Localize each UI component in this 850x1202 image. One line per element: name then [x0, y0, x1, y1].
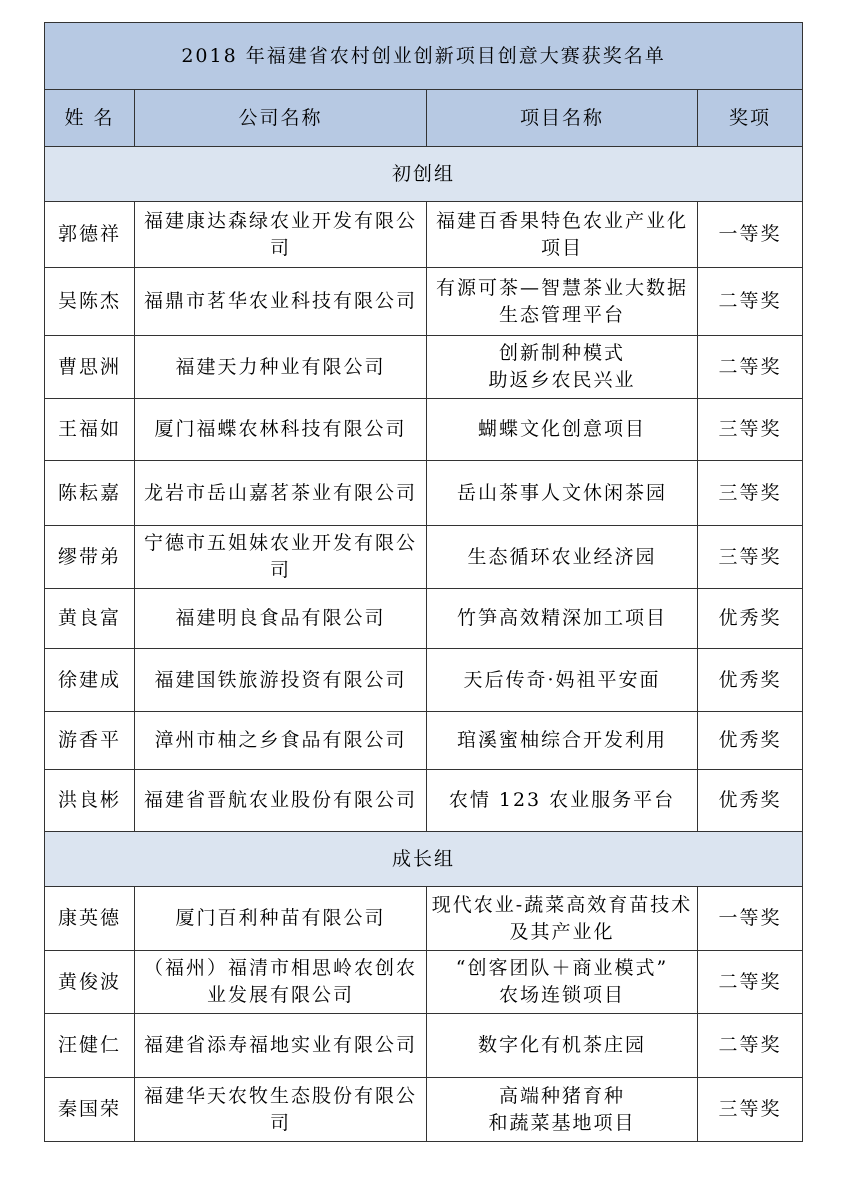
group-label: 成长组 — [45, 832, 803, 887]
name-cell: 游香平 — [45, 712, 135, 770]
group-label: 初创组 — [45, 147, 803, 202]
award-cell: 优秀奖 — [698, 649, 803, 712]
header-name: 姓 名 — [45, 90, 135, 147]
award-cell: 三等奖 — [698, 399, 803, 461]
table-row — [45, 649, 803, 712]
name-cell: 黄俊波 — [45, 951, 135, 1014]
name-cell: 王福如 — [45, 399, 135, 461]
project-cell: 高端种猪育种 和蔬菜基地项目 — [427, 1078, 698, 1142]
group-row — [45, 147, 803, 202]
table-row — [45, 336, 803, 399]
company-cell: 福建省晋航农业股份有限公司 — [135, 770, 427, 832]
name-cell: 陈耘嘉 — [45, 461, 135, 526]
company-cell: 福建明良食品有限公司 — [135, 589, 427, 649]
name-cell: 洪良彬 — [45, 770, 135, 832]
award-table-body — [45, 23, 803, 1142]
name-cell: 康英德 — [45, 887, 135, 951]
award-cell: 优秀奖 — [698, 589, 803, 649]
company-cell: 福鼎市茗华农业科技有限公司 — [135, 268, 427, 336]
company-cell: 龙岩市岳山嘉茗茶业有限公司 — [135, 461, 427, 526]
project-cell: 有源可茶—智慧茶业大数据生态管理平台 — [427, 268, 698, 336]
company-cell: 福建康达森绿农业开发有限公司 — [135, 202, 427, 268]
company-cell: 福建省添寿福地实业有限公司 — [135, 1014, 427, 1078]
name-cell: 曹思洲 — [45, 336, 135, 399]
header-award: 奖项 — [698, 90, 803, 147]
table-row — [45, 461, 803, 526]
project-cell: 农情 123 农业服务平台 — [427, 770, 698, 832]
project-cell: 蝴蝶文化创意项目 — [427, 399, 698, 461]
header-row — [45, 90, 803, 147]
award-table — [44, 22, 803, 1142]
table-row — [45, 712, 803, 770]
project-cell: 生态循环农业经济园 — [427, 526, 698, 589]
award-cell: 优秀奖 — [698, 712, 803, 770]
award-cell: 二等奖 — [698, 336, 803, 399]
name-cell: 缪带弟 — [45, 526, 135, 589]
company-cell: 厦门百利种苗有限公司 — [135, 887, 427, 951]
project-cell: 竹笋高效精深加工项目 — [427, 589, 698, 649]
title-row — [45, 23, 803, 90]
project-cell: 创新制种模式 助返乡农民兴业 — [427, 336, 698, 399]
header-company: 公司名称 — [135, 90, 427, 147]
project-cell: 岳山茶事人文休闲茶园 — [427, 461, 698, 526]
project-cell: 福建百香果特色农业产业化项目 — [427, 202, 698, 268]
table-row — [45, 770, 803, 832]
name-cell: 秦国荣 — [45, 1078, 135, 1142]
name-cell: 黄良富 — [45, 589, 135, 649]
award-cell: 二等奖 — [698, 268, 803, 336]
award-cell: 优秀奖 — [698, 770, 803, 832]
company-cell: 漳州市柚之乡食品有限公司 — [135, 712, 427, 770]
page-title: 2018 年福建省农村创业创新项目创意大赛获奖名单 — [45, 23, 803, 90]
company-cell: 厦门福蝶农林科技有限公司 — [135, 399, 427, 461]
award-cell: 一等奖 — [698, 202, 803, 268]
award-cell: 二等奖 — [698, 1014, 803, 1078]
group-row — [45, 832, 803, 887]
table-row — [45, 1014, 803, 1078]
table-row — [45, 951, 803, 1014]
project-cell: “创客团队＋商业模式” 农场连锁项目 — [427, 951, 698, 1014]
award-cell: 一等奖 — [698, 887, 803, 951]
table-row — [45, 887, 803, 951]
company-cell: 福建天力种业有限公司 — [135, 336, 427, 399]
award-cell: 三等奖 — [698, 1078, 803, 1142]
table-row — [45, 526, 803, 589]
table-row — [45, 1078, 803, 1142]
company-cell: 福建国铁旅游投资有限公司 — [135, 649, 427, 712]
name-cell: 汪健仁 — [45, 1014, 135, 1078]
award-cell: 三等奖 — [698, 526, 803, 589]
company-cell: （福州）福清市相思岭农创农业发展有限公司 — [135, 951, 427, 1014]
name-cell: 郭德祥 — [45, 202, 135, 268]
project-cell: 现代农业-蔬菜高效育苗技术及其产业化 — [427, 887, 698, 951]
table-row — [45, 202, 803, 268]
company-cell: 福建华天农牧生态股份有限公司 — [135, 1078, 427, 1142]
company-cell: 宁德市五姐妹农业开发有限公司 — [135, 526, 427, 589]
table-row — [45, 399, 803, 461]
project-cell: 天后传奇·妈祖平安面 — [427, 649, 698, 712]
name-cell: 徐建成 — [45, 649, 135, 712]
table-row — [45, 589, 803, 649]
award-cell: 二等奖 — [698, 951, 803, 1014]
header-project: 项目名称 — [427, 90, 698, 147]
project-cell: 数字化有机茶庄园 — [427, 1014, 698, 1078]
award-cell: 三等奖 — [698, 461, 803, 526]
name-cell: 吴陈杰 — [45, 268, 135, 336]
project-cell: 琯溪蜜柚综合开发利用 — [427, 712, 698, 770]
table-row — [45, 268, 803, 336]
